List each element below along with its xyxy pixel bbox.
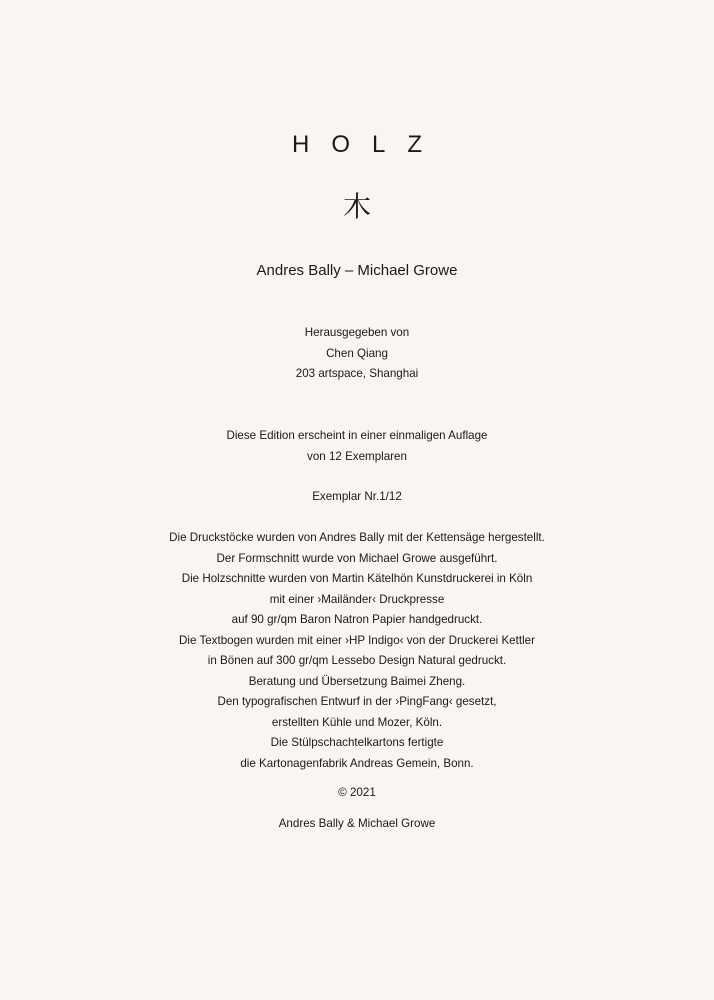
colophon-text bbox=[0, 528, 714, 774]
copyright-notice: © 2021 bbox=[338, 786, 376, 799]
colophon-line: erstellten Kühle und Mozer, Köln. bbox=[271, 715, 443, 729]
edition-line: von 12 Exemplaren bbox=[307, 449, 407, 463]
publisher-line: 203 artspace, Shanghai bbox=[295, 367, 419, 380]
colophon-line: Die Textbogen wurden mit einer ›HP Indigo‹ von der Druckerei Kettler bbox=[179, 633, 535, 647]
chinese-character-wood: 木 bbox=[342, 190, 371, 223]
colophon-line: die Kartonagenfabrik Andreas Gemein, Bonn. bbox=[240, 756, 474, 770]
exemplar-number: Exemplar Nr.1/12 bbox=[312, 490, 402, 503]
colophon-line: in Bönen auf 300 gr/qm Lessebo Design Natural gedruckt. bbox=[207, 654, 507, 667]
book-title: HOLZ bbox=[291, 131, 444, 158]
colophon-line: Die Druckstöcke wurden von Andres Bally mit der Kettensäge hergestellt. bbox=[169, 531, 545, 544]
publisher-line: Chen Qiang bbox=[326, 346, 388, 360]
colophon-line: Der Formschnitt wurde von Michael Growe ausgeführt. bbox=[216, 551, 498, 565]
colophon-line: Beratung und Übersetzung Baimei Zheng. bbox=[248, 674, 466, 688]
colophon-line: Die Holzschnitte wurden von Martin Kätelhön Kunstdruckerei in Köln bbox=[181, 572, 533, 585]
publisher-line: Herausgegeben von bbox=[304, 326, 410, 339]
colophon-line: Die Stülpschachtelkartons fertigte bbox=[270, 736, 444, 749]
colophon-line: Den typografischen Entwurf in der ›PingFang‹ gesetzt, bbox=[217, 695, 497, 708]
publisher-block bbox=[0, 323, 714, 385]
edition-statement bbox=[0, 426, 714, 467]
edition-line: Diese Edition erscheint in einer einmaligen Auflage bbox=[226, 429, 488, 442]
authors-line: Andres Bally – Michael Growe bbox=[256, 262, 458, 279]
colophon-line: mit einer ›Mailänder‹ Druckpresse bbox=[269, 592, 445, 606]
rights-holders: Andres Bally & Michael Growe bbox=[278, 817, 436, 830]
colophon-line: auf 90 gr/qm Baron Natron Papier handgedruckt. bbox=[231, 613, 483, 626]
